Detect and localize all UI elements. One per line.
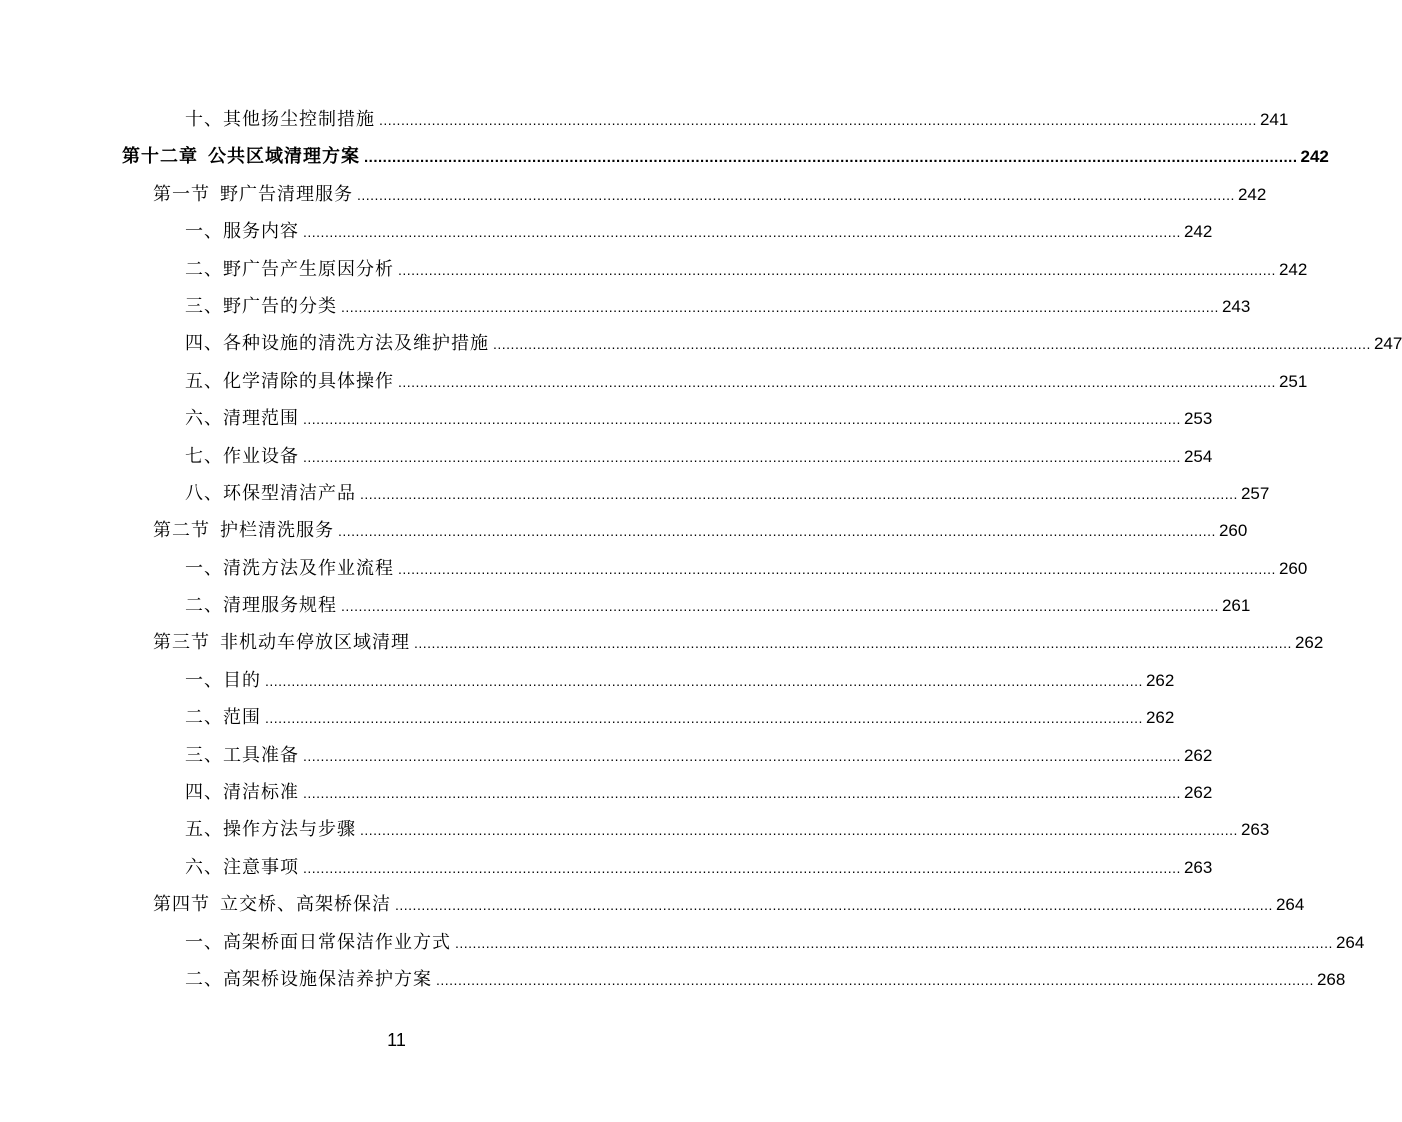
- toc-entry-title: [122, 138, 360, 175]
- toc-entry-number: 二、: [185, 258, 223, 280]
- toc-entry-number: 四、: [185, 782, 223, 804]
- toc-entry-section[interactable]: [0, 886, 1305, 923]
- toc-entry-title: [185, 774, 299, 811]
- toc-dot-leader: ........................................................................................................................................................................................................: [379, 112, 1257, 128]
- toc-entry-title: [185, 288, 337, 325]
- toc-entry-text: 环保型清洁产品: [223, 482, 356, 504]
- toc-entry-number: 五、: [185, 819, 223, 841]
- toc-entry-title: [185, 325, 489, 362]
- toc-entry-text: 清洗方法及作业流程: [223, 557, 394, 579]
- toc-entry-page: 242: [1300, 147, 1329, 167]
- toc-entry-page: 268: [1316, 969, 1346, 989]
- toc-entry-text: 野广告的分类: [223, 295, 337, 317]
- toc-entry-text: 目的: [223, 669, 261, 691]
- toc-dot-leader: ........................................................................................................................................................................................................: [265, 672, 1143, 689]
- toc-entry-text: 清理范围: [223, 408, 299, 430]
- toc-entry-number: 一、: [185, 931, 223, 953]
- toc-entry-text: 范围: [223, 707, 261, 729]
- toc-dot-leader: ........................................................................................................................................................................................................: [398, 373, 1276, 390]
- toc-entry-item[interactable]: [0, 849, 1213, 886]
- toc-entry-title: [185, 101, 375, 138]
- toc-dot-leader: ........................................................................................................................................................................................................: [303, 859, 1181, 876]
- toc-entry-page: 243: [1221, 296, 1251, 316]
- toc-entry-page: 242: [1237, 184, 1267, 204]
- toc-entry-text: 清洁标准: [223, 782, 299, 804]
- toc-entry-number: 第一节: [153, 183, 210, 205]
- toc-entry-number: 第三节: [153, 632, 210, 654]
- toc-entry-text: 清理服务规程: [223, 595, 337, 617]
- toc-entry-page: 263: [1240, 820, 1270, 840]
- toc-entry-text: 作业设备: [223, 445, 299, 467]
- toc-dot-leader: ........................................................................................................................................................................................................: [341, 598, 1219, 615]
- toc-entry-number: 二、: [185, 968, 223, 990]
- toc-entry-number: 一、: [185, 221, 223, 243]
- toc-entry-page: 260: [1278, 558, 1308, 578]
- toc-entry-text: 各种设施的清洗方法及维护措施: [223, 333, 489, 355]
- toc-entry-item[interactable]: [0, 213, 1213, 250]
- toc-entry-page: 254: [1183, 446, 1213, 466]
- toc-entry-title: [185, 251, 394, 288]
- toc-entry-title: [185, 438, 299, 475]
- toc-entry-title: [153, 624, 410, 661]
- toc-entry-text: 注意事项: [223, 856, 299, 878]
- toc-entry-number: 二、: [185, 595, 223, 617]
- toc-entry-item[interactable]: [0, 811, 1270, 848]
- toc-entry-number: 第二节: [153, 520, 210, 542]
- toc-entry-item[interactable]: [0, 288, 1251, 325]
- toc-dot-leader: ........................................................................................................................................................................................................: [395, 897, 1273, 914]
- page-number: 11: [387, 1030, 406, 1050]
- toc-dot-leader: ........................................................................................................................................................................................................: [303, 785, 1181, 802]
- toc-entry-number: 六、: [185, 408, 223, 430]
- toc-dot-leader: ........................................................................................................................................................................................................: [303, 448, 1181, 465]
- toc-entry-item[interactable]: [0, 774, 1213, 811]
- toc-entry-item[interactable]: [0, 475, 1270, 512]
- toc-entry-number: 一、: [185, 557, 223, 579]
- toc-entry-title: [185, 550, 394, 587]
- toc-entry-item[interactable]: [0, 325, 1402, 362]
- toc-entry-page: 262: [1183, 745, 1213, 765]
- toc-entry-page: 264: [1275, 895, 1305, 915]
- toc-entry-number: 六、: [185, 856, 223, 878]
- toc-entry-item[interactable]: [0, 251, 1308, 288]
- toc-dot-leader: ........................................................................................................................................................................................................: [360, 822, 1238, 839]
- toc-entry-page: 262: [1145, 708, 1175, 728]
- toc-entry-number: 第十二章: [122, 146, 198, 168]
- toc-dot-leader: ........................................................................................................................................................................................................: [341, 298, 1219, 315]
- toc-entry-item[interactable]: [0, 550, 1308, 587]
- toc-entry-number: 十、: [185, 109, 223, 130]
- toc-entry-page: 247: [1373, 334, 1402, 354]
- toc-dot-leader: ........................................................................................................................................................................................................: [338, 523, 1216, 540]
- toc-dot-leader: ........................................................................................................................................................................................................: [414, 635, 1292, 652]
- toc-entry-page: 253: [1183, 409, 1213, 429]
- toc-entry-text: 立交桥、高架桥保洁: [220, 894, 391, 916]
- toc-entry-title: [185, 961, 432, 998]
- toc-entry-item[interactable]: [0, 400, 1213, 437]
- toc-dot-leader: ........................................................................................................................................................................................................: [303, 411, 1181, 428]
- toc-entry-number: 第四节: [153, 894, 210, 916]
- toc-entry-item[interactable]: [0, 699, 1175, 736]
- toc-entry-item[interactable]: [0, 438, 1213, 475]
- toc-entry-item[interactable]: [0, 961, 1346, 998]
- toc-entry-number: 一、: [185, 669, 223, 691]
- toc-entry-title: [185, 662, 261, 699]
- toc-entry-section[interactable]: [0, 624, 1324, 661]
- toc-entry-title: [185, 699, 261, 736]
- toc-entry-title: [153, 512, 334, 549]
- toc-entry-item[interactable]: [0, 587, 1251, 624]
- toc-dot-leader: ........................................................................................................................................................................................................: [398, 560, 1276, 577]
- toc-entry-number: 三、: [185, 744, 223, 766]
- toc-entry-item[interactable]: [0, 101, 1289, 138]
- toc-dot-leader: ........................................................................................................................................................................................................: [364, 149, 1298, 167]
- toc-entry-text: 野广告产生原因分析: [223, 258, 394, 280]
- toc-entry-title: [185, 587, 337, 624]
- toc-entry-page: 261: [1221, 596, 1251, 616]
- toc-entry-title: [185, 737, 299, 774]
- toc-entry-number: 三、: [185, 295, 223, 317]
- toc-entry-text: 其他扬尘控制措施: [223, 109, 375, 130]
- toc-entry-text: 服务内容: [223, 221, 299, 243]
- toc-entry-item[interactable]: [0, 662, 1175, 699]
- toc-entry-item[interactable]: [0, 924, 1365, 961]
- toc-entry-item[interactable]: [0, 737, 1213, 774]
- toc-entry-title: [185, 811, 356, 848]
- toc-dot-leader: ........................................................................................................................................................................................................: [493, 336, 1371, 353]
- toc-entry-title: [185, 213, 299, 250]
- toc-entry-page: 251: [1278, 371, 1308, 391]
- toc-entry-page: 242: [1278, 259, 1308, 279]
- toc-entry-title: [153, 886, 391, 923]
- table-of-contents: [0, 101, 1402, 998]
- toc-entry-number: 四、: [185, 333, 223, 355]
- toc-entry-text: 野广告清理服务: [220, 183, 353, 205]
- toc-entry-text: 高架桥设施保洁养护方案: [223, 968, 432, 990]
- toc-entry-text: 非机动车停放区域清理: [220, 632, 410, 654]
- toc-entry-page: 262: [1145, 670, 1175, 690]
- toc-entry-number: 五、: [185, 370, 223, 392]
- toc-entry-number: 八、: [185, 482, 223, 504]
- toc-dot-leader: ........................................................................................................................................................................................................: [455, 934, 1333, 951]
- toc-entry-chapter[interactable]: [0, 138, 1329, 175]
- toc-dot-leader: ........................................................................................................................................................................................................: [357, 186, 1235, 203]
- toc-entry-title: [185, 400, 299, 437]
- toc-entry-page: 264: [1335, 932, 1365, 952]
- toc-entry-text: 公共区域清理方案: [208, 146, 360, 168]
- toc-entry-page: 242: [1183, 222, 1213, 242]
- toc-entry-text: 工具准备: [223, 744, 299, 766]
- toc-entry-number: 二、: [185, 707, 223, 729]
- toc-entry-text: 护栏清洗服务: [220, 520, 334, 542]
- toc-dot-leader: ........................................................................................................................................................................................................: [436, 971, 1314, 988]
- toc-entry-title: [185, 849, 299, 886]
- toc-dot-leader: ........................................................................................................................................................................................................: [398, 261, 1276, 278]
- toc-dot-leader: ........................................................................................................................................................................................................: [360, 485, 1238, 502]
- toc-entry-title: [153, 176, 353, 213]
- toc-entry-page: 241: [1259, 110, 1289, 129]
- toc-entry-number: 七、: [185, 445, 223, 467]
- toc-entry-page: 260: [1218, 521, 1248, 541]
- toc-entry-page: 262: [1183, 783, 1213, 803]
- toc-entry-text: 化学清除的具体操作: [223, 370, 394, 392]
- toc-entry-section[interactable]: [0, 176, 1267, 213]
- toc-entry-text: 操作方法与步骤: [223, 819, 356, 841]
- toc-entry-section[interactable]: [0, 512, 1248, 549]
- toc-entry-title: [185, 924, 451, 961]
- toc-entry-page: 262: [1294, 633, 1324, 653]
- toc-entry-text: 高架桥面日常保洁作业方式: [223, 931, 451, 953]
- toc-entry-title: [185, 475, 356, 512]
- toc-entry-title: [185, 363, 394, 400]
- toc-entry-item[interactable]: [0, 363, 1308, 400]
- toc-dot-leader: ........................................................................................................................................................................................................: [303, 747, 1181, 764]
- toc-dot-leader: ........................................................................................................................................................................................................: [303, 224, 1181, 241]
- toc-dot-leader: ........................................................................................................................................................................................................: [265, 710, 1143, 727]
- toc-entry-page: 257: [1240, 483, 1270, 503]
- toc-entry-page: 263: [1183, 857, 1213, 877]
